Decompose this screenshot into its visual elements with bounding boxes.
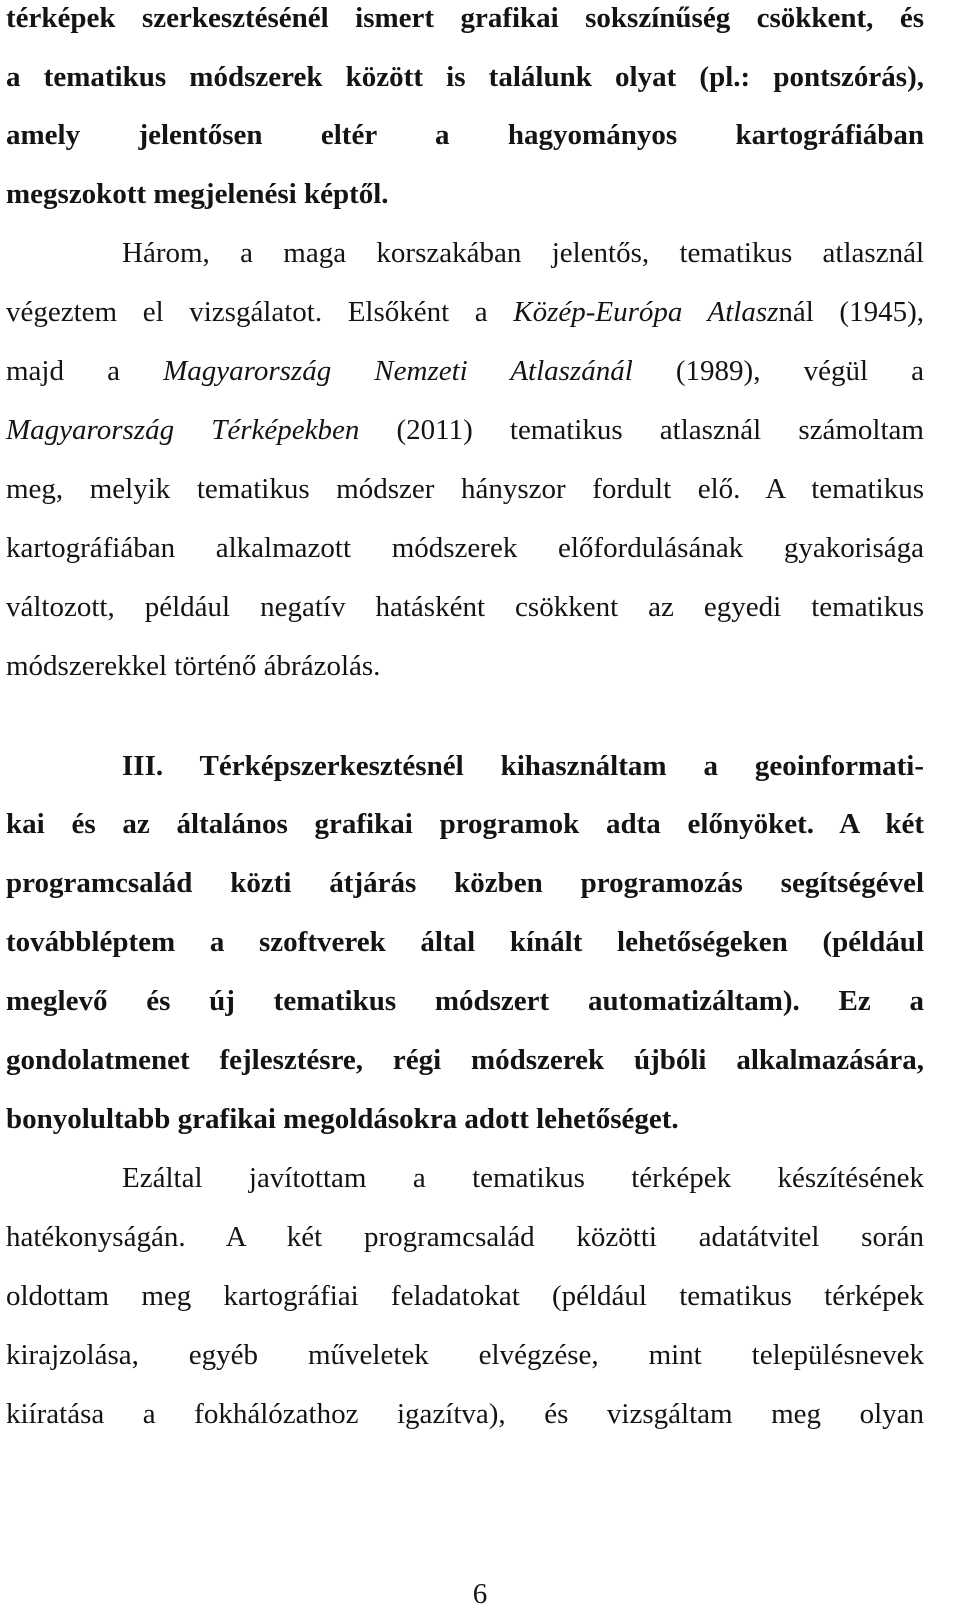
text-span: módszerekkel történő ábrázolás. — [6, 650, 381, 682]
text-line — [6, 1101, 924, 1137]
text-span: III. Térképszerkesztésnél kihasználtam a geoinformati- — [122, 750, 924, 782]
text-span: továbbléptem a szoftverek által kínált lehetőségeken (például — [6, 926, 924, 958]
text-line — [6, 648, 924, 684]
text-line — [6, 1278, 924, 1314]
text-span: nál (1945), — [778, 296, 924, 328]
text-span: kirajzolása, egyéb műveletek elvégzése, mint településnevek — [6, 1339, 924, 1371]
text-line — [6, 983, 924, 1019]
text-span: kai és az általános grafikai programok adta előnyöket. A két — [6, 808, 924, 840]
text-span: Három, a maga korszakában jelentős, tematikus atlasznál — [122, 237, 924, 269]
text-span: hatékonyságán. A két programcsalád közötti adatátvitel során — [6, 1221, 924, 1253]
text-line — [6, 353, 924, 389]
text-line — [6, 0, 924, 36]
text-span: megszokott megjelenési képtől. — [6, 178, 389, 210]
text-line — [6, 1396, 924, 1432]
text-line — [122, 748, 924, 784]
text-line — [122, 235, 924, 271]
text-line — [6, 1042, 924, 1078]
text-line — [6, 412, 924, 448]
text-line — [6, 806, 924, 842]
text-line — [6, 294, 924, 330]
atlas-title-italic: Magyarország Nemzeti Atlaszánál — [163, 355, 633, 387]
text-span: amely jelentősen eltér a hagyományos kartográfiában — [6, 119, 924, 151]
text-line — [6, 471, 924, 507]
text-span: meglevő és új tematikus módszert automatizáltam). Ez a — [6, 985, 924, 1017]
text-line — [6, 865, 924, 901]
text-line — [6, 59, 924, 95]
text-span: a tematikus módszerek között is találunk olyat (pl.: pontszórás), — [6, 61, 924, 93]
text-line — [6, 924, 924, 960]
text-line — [6, 117, 924, 153]
text-span: kartográfiában alkalmazott módszerek előfordulásának gyakorisága — [6, 532, 924, 564]
text-span: változott, például negatív hatásként csökkent az egyedi tematikus — [6, 591, 924, 623]
atlas-title-italic: Magyarország Térképekben — [6, 414, 360, 446]
text-span: programcsalád közti átjárás közben programozás segítségével — [6, 867, 924, 899]
text-line — [6, 176, 924, 212]
text-line — [6, 589, 924, 625]
text-line — [6, 530, 924, 566]
text-line — [6, 1337, 924, 1373]
page-number: 6 — [472, 1578, 488, 1610]
text-span: végeztem el vizsgálatot. Elsőként a — [6, 296, 514, 328]
text-span: gondolatmenet fejlesztésre, régi módszerek újbóli alkalmazására, — [6, 1044, 924, 1076]
text-line — [6, 1219, 924, 1255]
text-span: (2011) tematikus atlasznál számoltam — [359, 414, 924, 446]
text-line — [122, 1160, 924, 1196]
text-span: kiíratása a fokhálózathoz igazítva), és vizsgáltam meg olyan — [6, 1398, 924, 1430]
atlas-title-italic: Közép-Európa Atlasz — [513, 296, 779, 328]
text-span: térképek szerkesztésénél ismert grafikai sokszínűség csökkent, és — [6, 2, 924, 34]
text-span: oldottam meg kartográfiai feladatokat (például tematikus térképek — [6, 1280, 924, 1312]
text-span: Ezáltal javítottam a tematikus térképek készítésének — [122, 1162, 924, 1194]
text-span: meg, melyik tematikus módszer hányszor fordult elő. A tematikus — [6, 473, 924, 505]
text-span: majd a — [6, 355, 164, 387]
text-span: bonyolultabb grafikai megoldásokra adott lehetőséget. — [6, 1103, 679, 1135]
text-span: (1989), végül a — [632, 355, 924, 387]
